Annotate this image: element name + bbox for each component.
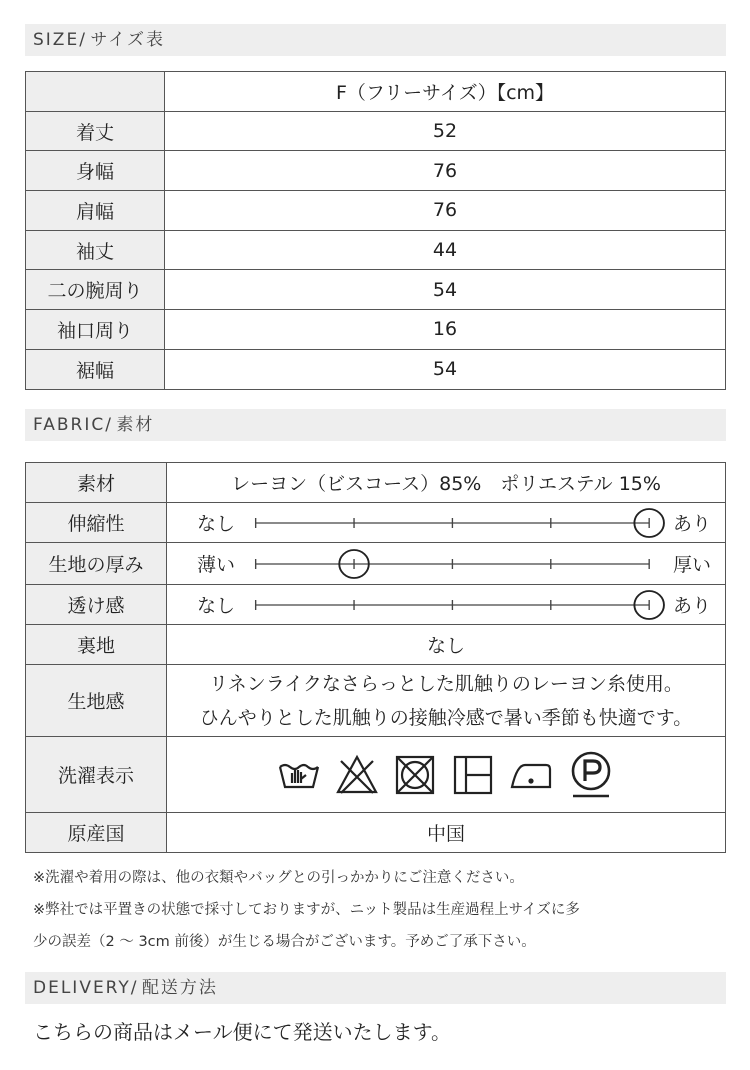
size-heading-jp: サイズ表	[90, 30, 165, 50]
size-row-label: 二の腕周り	[26, 270, 165, 310]
thickness-scale-bar	[243, 546, 665, 582]
size-row-label: 肩幅	[26, 191, 165, 231]
size-row-value: 52	[165, 111, 726, 151]
table-row	[26, 813, 726, 853]
sheerness-left-label: なし	[197, 595, 236, 617]
size-row-value: 54	[165, 270, 726, 310]
stretch-right-label: あり	[672, 513, 711, 535]
thickness-right-label: 厚い	[672, 554, 711, 576]
note-line-1: ※洗濯や着用の際は、他の衣類やバッグとの引っかかりにご注意ください。	[33, 870, 524, 886]
stretch-scale-cell	[167, 503, 726, 543]
thickness-scale-cell	[167, 543, 726, 585]
thickness-scale	[167, 546, 725, 582]
thickness-label: 生地の厚み	[26, 543, 167, 585]
table-row	[26, 151, 726, 191]
care-notes	[33, 862, 723, 958]
table-row	[26, 665, 726, 737]
no-bleach-icon	[335, 753, 379, 797]
size-row-value: 76	[165, 151, 726, 191]
material-label: 素材	[26, 463, 167, 503]
fabric-heading-jp: 素材	[116, 415, 155, 435]
size-heading-separator: /	[79, 30, 91, 50]
table-row	[26, 543, 726, 585]
table-row	[26, 270, 726, 310]
care-icons	[167, 750, 725, 800]
size-row-value: 16	[165, 310, 726, 350]
dry-flat-icon	[451, 753, 495, 797]
size-table-corner	[26, 72, 165, 112]
size-table-header-row	[26, 72, 726, 112]
delivery-heading-jp: 配送方法	[141, 978, 218, 998]
size-row-label: 袖丈	[26, 230, 165, 270]
care-label: 洗濯表示	[26, 737, 167, 813]
fabric-section-heading	[25, 409, 726, 441]
feel-line-2: ひんやりとした肌触りの接触冷感で暑い季節も快適です。	[199, 706, 693, 729]
stretch-left-label: なし	[197, 513, 236, 535]
size-heading-en: SIZE	[33, 30, 80, 50]
sheerness-scale-bar	[243, 587, 665, 623]
sheerness-scale	[167, 587, 725, 623]
table-row	[26, 349, 726, 389]
size-table	[25, 71, 726, 390]
table-row	[26, 191, 726, 231]
table-row	[26, 310, 726, 350]
material-value: レーヨン（ビスコース）85% ポリエステル 15%	[167, 463, 726, 503]
hand-wash-icon	[277, 753, 321, 797]
size-row-label: 身幅	[26, 151, 165, 191]
fabric-heading-en: FABRIC	[33, 415, 106, 435]
table-row	[26, 230, 726, 270]
table-row	[26, 111, 726, 151]
iron-low-icon	[509, 753, 553, 797]
lining-label: 裏地	[26, 625, 167, 665]
stretch-label: 伸縮性	[26, 503, 167, 543]
size-section-heading	[25, 24, 726, 56]
care-icons-cell	[167, 737, 726, 813]
table-row	[26, 737, 726, 813]
feel-line-1: リネンライクなさらっとした肌触りのレーヨン糸使用。	[209, 672, 683, 695]
table-row	[26, 625, 726, 665]
sheerness-right-label: あり	[672, 595, 711, 617]
feel-label: 生地感	[26, 665, 167, 737]
no-tumble-dry-icon	[393, 753, 437, 797]
origin-value: 中国	[167, 813, 726, 853]
size-row-value: 76	[165, 191, 726, 231]
fabric-heading-separator: /	[105, 415, 117, 435]
table-row	[26, 503, 726, 543]
note-line-3: 少の誤差（2 ～ 3cm 前後）が生じる場合がございます。予めご了承下さい。	[33, 934, 536, 950]
delivery-text: こちらの商品はメール便にて発送いたします。	[33, 1020, 451, 1044]
stretch-scale-bar	[243, 505, 665, 541]
size-row-label: 袖口周り	[26, 310, 165, 350]
size-column-header: F（フリーサイズ）【cm】	[165, 72, 726, 112]
table-row	[26, 463, 726, 503]
delivery-heading-en: DELIVERY	[33, 978, 131, 998]
delivery-section-heading	[25, 972, 726, 1004]
lining-value: なし	[167, 625, 726, 665]
sheerness-scale-cell	[167, 585, 726, 625]
feel-value	[167, 665, 726, 737]
size-row-value: 54	[165, 349, 726, 389]
fabric-table	[25, 462, 726, 853]
sheerness-label: 透け感	[26, 585, 167, 625]
dry-clean-p-icon	[567, 750, 615, 800]
size-row-label: 着丈	[26, 111, 165, 151]
size-row-label: 裾幅	[26, 349, 165, 389]
table-row	[26, 585, 726, 625]
thickness-left-label: 薄い	[197, 554, 236, 576]
note-line-2: ※弊社では平置きの状態で採寸しておりますが、ニット製品は生産過程上サイズに多	[33, 902, 580, 918]
delivery-heading-separator: /	[130, 978, 142, 998]
stretch-scale	[167, 505, 725, 541]
origin-label: 原産国	[26, 813, 167, 853]
size-row-value: 44	[165, 230, 726, 270]
